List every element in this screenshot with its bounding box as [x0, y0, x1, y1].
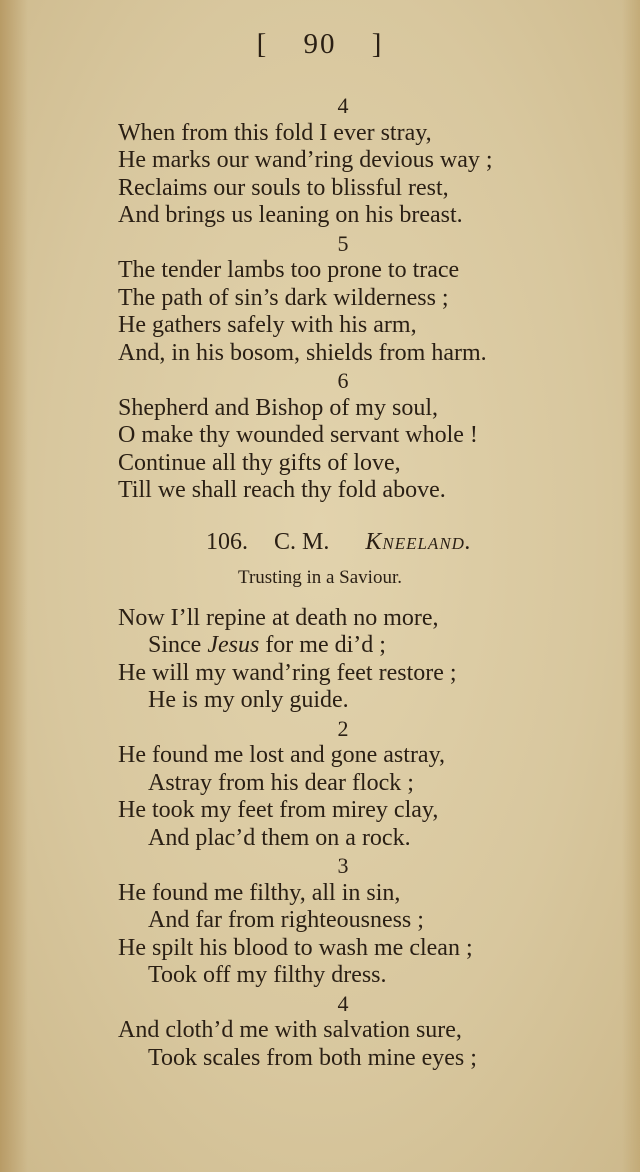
verse-line: Took scales from both mine eyes ;: [148, 1044, 477, 1071]
verse-line: And, in his bosom, shields from harm.: [118, 339, 487, 366]
stanza-number: 4: [337, 93, 349, 118]
bracket-close: ]: [371, 28, 384, 60]
verse-line: And far from righteousness ;: [148, 907, 424, 933]
verse-line: He found me lost and gone astray,: [118, 742, 446, 768]
verse-line: Shepherd and Bishop of my soul,: [118, 394, 438, 421]
stanza-number: 4: [337, 990, 349, 1016]
verse-line: [118, 632, 618, 660]
verse-line: He is my only guide.: [148, 687, 349, 713]
verse-line: The tender lambs too prone to trace: [118, 257, 460, 283]
verse-line: And cloth’d me with salvation sure,: [118, 1017, 462, 1043]
verse-line: O make thy wounded servant whole !: [118, 422, 478, 448]
verse-line: He found me filthy, all in sin,: [118, 879, 401, 906]
stanza-number: 6: [337, 368, 349, 393]
hymn-heading: [118, 527, 618, 557]
stanza-number: 5: [337, 230, 349, 256]
verse-line: He took my feet from mirey clay,: [118, 797, 439, 823]
verse-line: Took off my filthy dress.: [148, 962, 387, 988]
verse-line: Continue all thy gifts of love,: [118, 449, 401, 476]
hymn-meter: C. M.: [274, 528, 330, 555]
hymn-title: Trusting in a Saviour.: [238, 566, 402, 588]
verse-line: And plac’d them on a rock.: [148, 824, 411, 851]
stanza-number: 2: [337, 715, 349, 741]
verse-line: When from this fold I ever stray,: [118, 119, 432, 146]
verse-fragment: Since: [148, 632, 208, 658]
hymn-author: Kneeland.: [365, 528, 472, 555]
verse-line: He will my wand’ring feet restore ;: [118, 659, 457, 686]
verse-line: Now I’ll repine at death no more,: [118, 604, 439, 631]
bracket-open: [: [256, 28, 269, 60]
verse-line: Astray from his dear flock ;: [148, 769, 414, 796]
verse-line: The path of sin’s dark wilderness ;: [118, 284, 449, 311]
stanza-number: 3: [337, 853, 349, 878]
verse-line: He spilt his blood to wash me clean ;: [118, 934, 473, 961]
verse-line: Reclaims our souls to blissful rest,: [118, 174, 449, 201]
verse-line: Till we shall reach thy fold above.: [118, 477, 446, 503]
text-body: [118, 92, 618, 1072]
verse-line: And brings us leaning on his breast.: [118, 202, 463, 228]
verse-name-jesus: Jesus: [207, 632, 260, 658]
page-number: 90: [303, 28, 337, 60]
verse-line: He marks our wand’ring devious way ;: [118, 147, 493, 173]
verse-line: He gathers safely with his arm,: [118, 312, 417, 338]
verse-fragment: for me di’d ;: [259, 632, 386, 658]
hymn-number: 106.: [206, 528, 248, 555]
page-header: [0, 28, 640, 61]
